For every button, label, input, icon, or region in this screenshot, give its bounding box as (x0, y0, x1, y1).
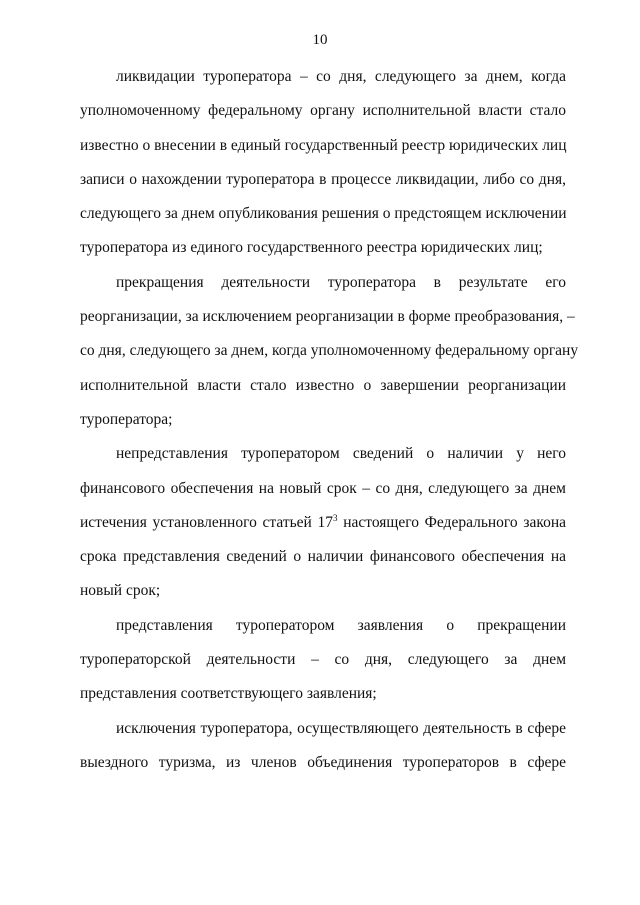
paragraph-exclusion (80, 712, 566, 781)
text-line (80, 506, 566, 540)
text-line: срока представления сведений о наличии финансового обеспечения на (80, 548, 566, 566)
paragraph-reorganization (80, 266, 579, 437)
text-line: со дня, следующего за днем, когда уполномоченному федеральному органу (80, 342, 579, 360)
text-line: известно о внесении в единый государственный реестр юридических лиц (80, 136, 567, 154)
text-line: реорганизации, за исключением реорганизации в форме преобразования, – (80, 308, 575, 326)
text-line: представления туроператором заявления о прекращении (116, 616, 566, 634)
text-fragment: истечения установленного статьей 17 (80, 513, 334, 531)
text-line: прекращения деятельности туроператора в результате его (116, 273, 566, 291)
paragraph-termination-application (80, 609, 566, 712)
text-line: непредставления туроператором сведений о наличии у него (116, 445, 566, 463)
text-line: туроператорской деятельности – со дня, следующего за днем (80, 651, 566, 669)
text-line: следующего за днем опубликования решения о предстоящем исключении (80, 205, 567, 223)
text-line: туроператора из единого государственного реестра юридических лиц; (80, 239, 543, 257)
paragraph-non-submission (80, 437, 566, 608)
text-line: выездного туризма, из членов объединения туроператоров в сфере (80, 753, 566, 771)
superscript: 3 (333, 512, 338, 523)
text-line: финансового обеспечения на новый срок – со дня, следующего за днем (80, 479, 566, 497)
text-line: туроператора; (80, 410, 173, 428)
text-line: исключения туроператора, осуществляющего деятельность в сфере (116, 719, 566, 737)
text-line: новый срок; (80, 582, 161, 600)
page-number: 10 (312, 32, 328, 48)
paragraph-liquidation (80, 60, 566, 266)
text-line: исполнительной власти стало известно о завершении реорганизации (80, 376, 566, 394)
text-line: ликвидации туроператора – со дня, следующего за днем, когда (116, 68, 566, 85)
text-line: уполномоченному федеральному органу исполнительной власти стало (80, 102, 566, 120)
document-body (80, 60, 579, 780)
text-line: записи о нахождении туроператора в процессе ликвидации, либо со дня, (80, 170, 566, 188)
text-fragment: настоящего Федерального закона (337, 513, 567, 531)
text-line: представления соответствующего заявления; (80, 685, 377, 703)
